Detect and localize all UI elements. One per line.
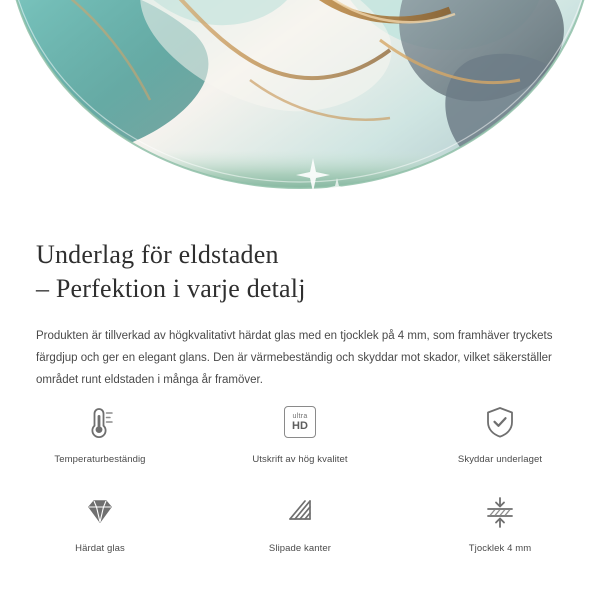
hero-image (0, 0, 600, 208)
page-title (0, 208, 600, 307)
feature-label: Tjocklek 4 mm (468, 543, 532, 554)
feature-label: Skyddar underlaget (457, 454, 543, 465)
polished-edges-icon (276, 487, 324, 535)
feature-tempered-glass (0, 481, 200, 554)
feature-label: Utskrift av hög kvalitet (252, 454, 348, 465)
headline-line-1: Underlag för eldstaden (36, 240, 279, 269)
thickness-icon (476, 487, 524, 535)
feature-temperature-resistant (0, 392, 200, 465)
feature-polished-edges (200, 481, 400, 554)
ultra-hd-badge-top: ultra (292, 412, 308, 420)
feature-grid (0, 392, 600, 554)
thermometer-icon (76, 398, 124, 446)
diamond-icon (76, 487, 124, 535)
ultra-hd-badge-bottom: HD (292, 419, 308, 432)
feature-protects-surface (400, 392, 600, 465)
marble-artwork-illustration (0, 0, 600, 208)
feature-label: Härdat glas (75, 543, 125, 554)
shield-check-icon (476, 398, 524, 446)
ultra-hd-icon (276, 398, 324, 446)
feature-print-quality (200, 392, 400, 465)
feature-label: Slipade kanter (268, 543, 332, 554)
text-content (0, 208, 600, 392)
feature-thickness (400, 481, 600, 554)
description-paragraph: Produkten är tillverkad av högkvalitativt härdat glas med en tjocklek på 4 mm, som framhäver tryckets färgdjup och ger en elegant glans. Den är värmebeständig och skyddar mot skador, vilket säkerställer området runt eldstaden i många år framöver. (36, 329, 553, 387)
headline-line-2: – Perfektion i varje detalj (36, 274, 306, 304)
feature-label: Temperaturbeständig (54, 454, 146, 465)
